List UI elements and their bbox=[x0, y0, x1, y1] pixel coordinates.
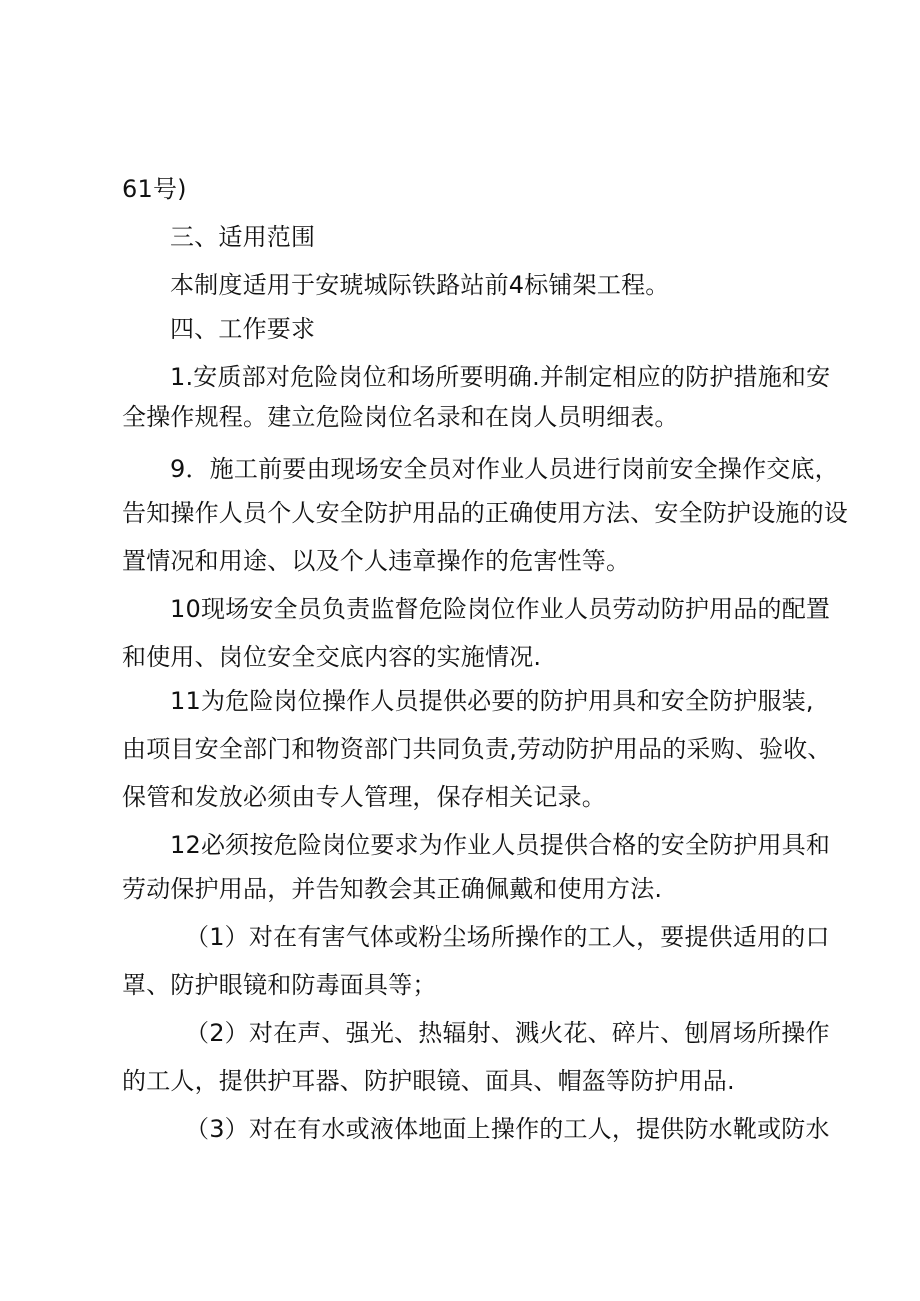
text-line: 和使用、岗位安全交底内容的实施情况. bbox=[122, 643, 542, 671]
text-line: 保管和发放必须由专人管理，保存相关记录。 bbox=[122, 783, 606, 811]
text-line: （1）对在有害气体或粉尘场所操作的工人，要提供适用的口 bbox=[185, 923, 830, 951]
text-line: 本制度适用于安琥城际铁路站前4标铺架工程。 bbox=[170, 271, 670, 299]
section-heading: 三、适用范围 bbox=[170, 223, 316, 251]
text-line: 1.安质部对危险岗位和场所要明确.并制定相应的防护措施和安 bbox=[170, 363, 831, 391]
text-line: 劳动保护用品，并告知教会其正确佩戴和使用方法. bbox=[122, 875, 663, 903]
text-line: 置情况和用途、以及个人违章操作的危害性等。 bbox=[122, 547, 631, 575]
text-line: （3）对在有水或液体地面上操作的工人，提供防水靴或防水 bbox=[185, 1115, 830, 1143]
text-line: 告知操作人员个人安全防护用品的正确使用方法、安全防护设施的设 bbox=[122, 499, 848, 527]
text-line: （2）对在声、强光、热辐射、溅火花、碎片、刨屑场所操作 bbox=[185, 1019, 830, 1047]
text-line: 9．施工前要由现场安全员对作业人员进行岗前安全操作交底， bbox=[170, 455, 839, 483]
text-line: 10现场安全员负责监督危险岗位作业人员劳动防护用品的配置 bbox=[170, 595, 831, 623]
text-line: 全操作规程。建立危险岗位名录和在岗人员明细表。 bbox=[122, 403, 679, 431]
text-line: 61号) bbox=[122, 175, 187, 203]
section-heading: 四、工作要求 bbox=[170, 315, 316, 343]
text-line: 的工人，提供护耳器、防护眼镜、面具、帽盔等防护用品. bbox=[122, 1067, 735, 1095]
text-line: 11为危险岗位操作人员提供必要的防护用具和安全防护服装, bbox=[170, 687, 814, 715]
text-line: 由项目安全部门和物资部门共同负责,劳动防护用品的采购、验收、 bbox=[122, 735, 832, 763]
text-line: 罩、防护眼镜和防毒面具等； bbox=[122, 971, 437, 999]
text-line: 12必须按危险岗位要求为作业人员提供合格的安全防护用具和 bbox=[170, 831, 831, 859]
